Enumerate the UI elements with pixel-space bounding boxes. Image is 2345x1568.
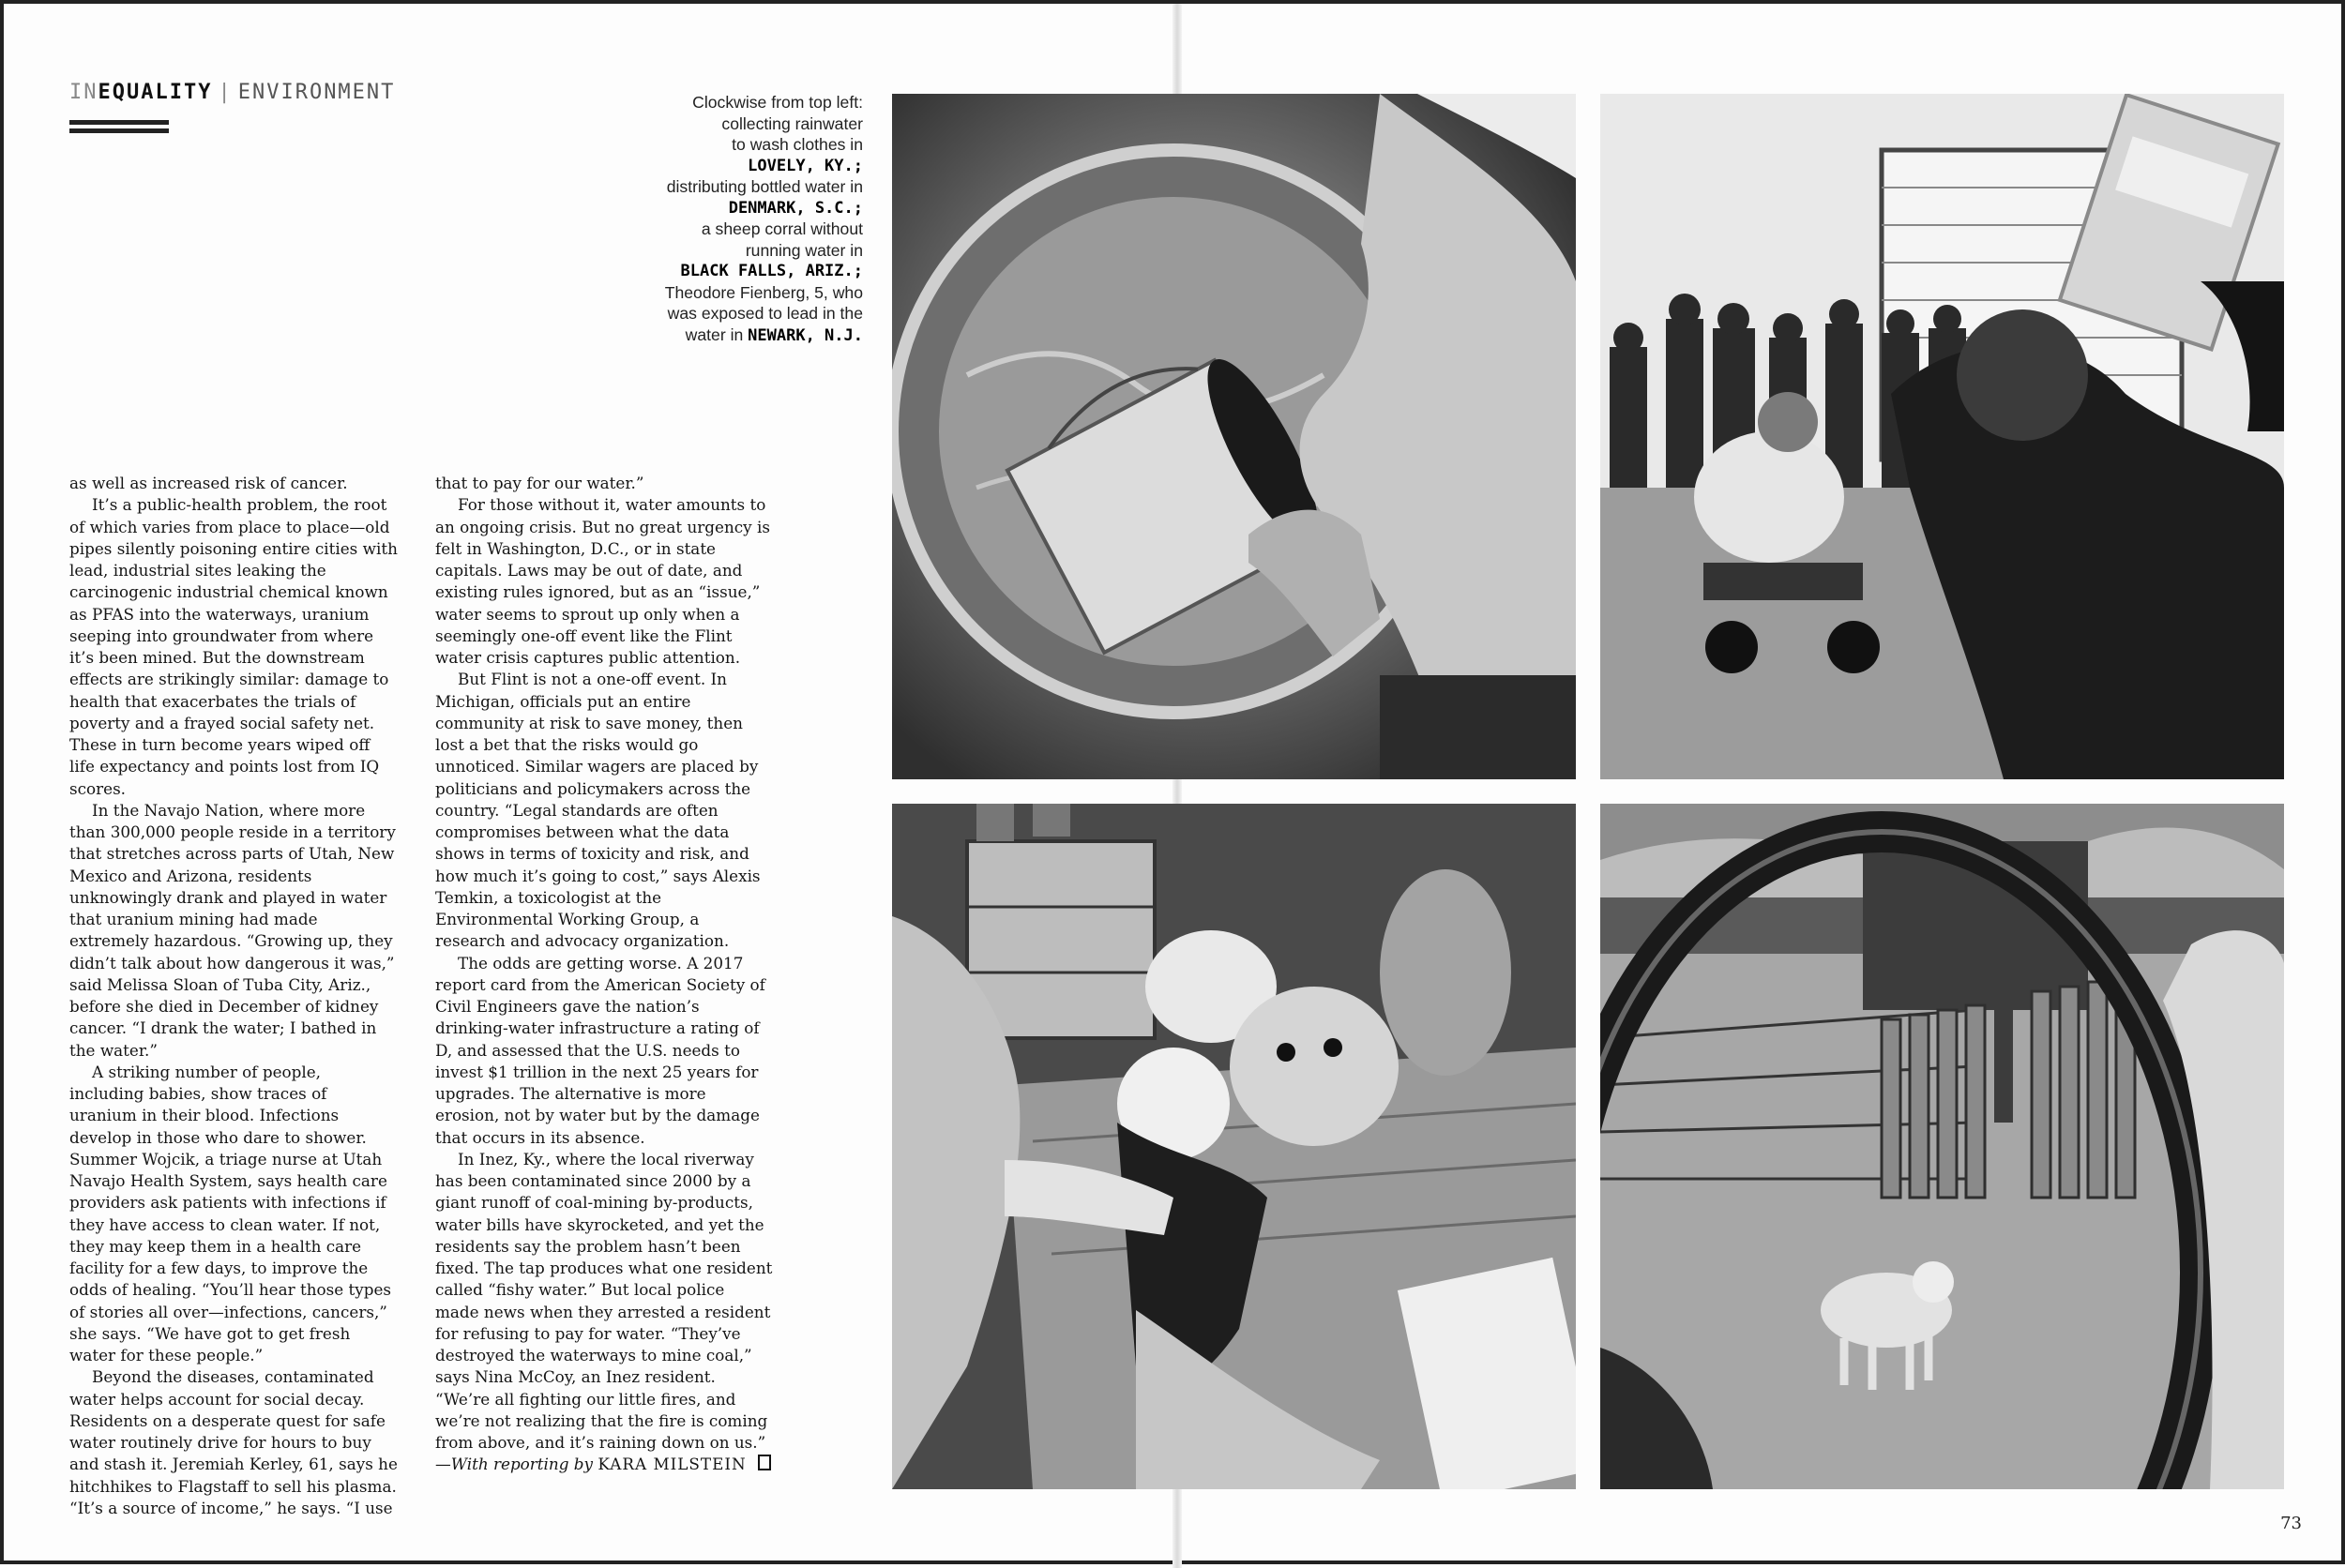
photo-child-newark <box>892 804 1576 1489</box>
paragraph: In the Navajo Nation, where more than 300,000 people reside in a territory that stretches across parts of Utah, New Mexico and Arizona, residents unknowingly drank and played in water that uranium mining had made extremely hazardous. “Growing up, they didn’t talk about how dangerous it was,” said Melissa Sloan of Tuba City, Ariz., before she died in December of kidney cancer. “I drank the water; I bathed in the water.” <box>69 800 396 1060</box>
end-mark-icon <box>758 1455 771 1470</box>
paragraph: In Inez, Ky., where the local riverway has been contaminated since 2000 by a giant runoff of coal-mining by-products, water bills have skyrocketed, and yet the residents say the problem hasn’t been fixed. The tap produces what one resident called “fishy water.” But local police made news when they arrested a resident for refusing to pay for water. “They’ve destroyed the waterways to mine coal,” says Nina McCoy, an Inez resident. “We’re all fighting our little fires, and we’re not realizing that the fire is coming from above, and it’s raining down on us.” <box>435 1149 773 1452</box>
body-column-1 <box>69 473 398 1519</box>
paragraph: It’s a public-health problem, the root of which varies from place to place—old pipes silently poisoning entire cities with lead, industrial sites leaking the carcinogenic industrial chemical known as PFAS into the waterways, uranium seeping into groundwater from where it’s been mined. But the downstream effects are strikingly similar: damage to health that exacerbates the trials of poverty and a frayed social safety net. These in turn become years wiped off life expectancy and points lost from IQ scores. <box>69 495 398 798</box>
photo-rainwater-lovely <box>892 94 1576 779</box>
paragraph: that to pay for our water.” <box>435 474 644 492</box>
caption-place-denmark: DENMARK, S.C.; <box>728 198 863 218</box>
byline-name: KARA MILSTEIN <box>598 1455 747 1474</box>
paragraph: But Flint is not a one-off event. In Michigan, officials put an entire community at risk to save money, then lost a bet that the risks would go unnoticed. Similar wagers are placed by politicians and policymakers across the country. “Legal standards are often compromises between what the data shows in terms of toxicity and risk, and how much it’s going to cost,” says Alexis Temkin, a toxicologist at the Environmental Working Group, a research and advocacy organization. <box>435 670 761 951</box>
section-name: EQUALITY <box>98 81 213 104</box>
section-header <box>69 81 395 104</box>
paragraph: For those without it, water amounts to an ongoing crisis. But no great urgency is felt in Washington, D.C., or in state capitals. Laws may be out of date, and existing rules ignored, but as an “issue,” water seems to sprout up only when a seemingly one-off event like the Flint water crisis captures public attention. <box>435 495 770 667</box>
photo-bottled-water-denmark <box>1600 94 2284 779</box>
caption-place-black-falls: BLACK FALLS, ARIZ.; <box>680 262 863 280</box>
photo-sheep-black-falls <box>1600 804 2284 1489</box>
header-rule-bottom <box>69 128 169 133</box>
byline: —With reporting by KARA MILSTEIN <box>435 1454 773 1475</box>
paragraph: The odds are getting worse. A 2017 report card from the American Society of Civil Engineers gave the nation’s drinking-water infrastructure a rating of D, and assessed that the U.S. needs to invest $1 trillion in the next 25 years for upgrades. The alternative is more erosion, not by water but by the damage that occurs in its absence. <box>435 953 765 1147</box>
paragraph: as well as increased risk of cancer. <box>69 474 348 492</box>
paragraph: Beyond the diseases, contaminated water helps account for social decay. Residents on a desperate quest for safe water routinely drive for hours to buy and stash it. Jeremiah Kerley, 61, says he hitchhikes to Flagstaff to sell his plasma. “It’s a source of income,” he says. “I use <box>69 1367 398 1517</box>
body-column-2 <box>435 473 773 1476</box>
section-separator: | <box>218 81 233 104</box>
caption-place-lovely: LOVELY, KY.; <box>748 156 863 175</box>
photo-caption: Clockwise from top left: collecting rainwater to wash clothes in LOVELY, KY.; distributing bottled water in DENMARK, S.C.; a sheep corral without running water in BLACK FALLS, ARIZ.; Theodore Fienberg, 5, who was exposed to lead in the water in NEWARK, N.J. <box>567 92 863 346</box>
page-number: 73 <box>2280 1514 2302 1533</box>
section-prefix: IN <box>69 81 98 104</box>
caption-place-newark: NEWARK, N.J. <box>748 325 863 345</box>
header-rule-top <box>69 120 169 125</box>
subsection-name: ENVIRONMENT <box>237 81 396 104</box>
paragraph: A striking number of people, including babies, show traces of uranium in their blood. Infections develop in those who dare to shower. Summer Wojcik, a triage nurse at Utah Navajo Health System, says health care providers ask patients with infections if they have access to clean water. If not, they may keep them in a health care facility for a few days, to improve the odds of healing. “You’ll hear those types of stories all over—infections, cancers,” she says. “We have got to get fresh water for these people.” <box>69 1062 391 1364</box>
